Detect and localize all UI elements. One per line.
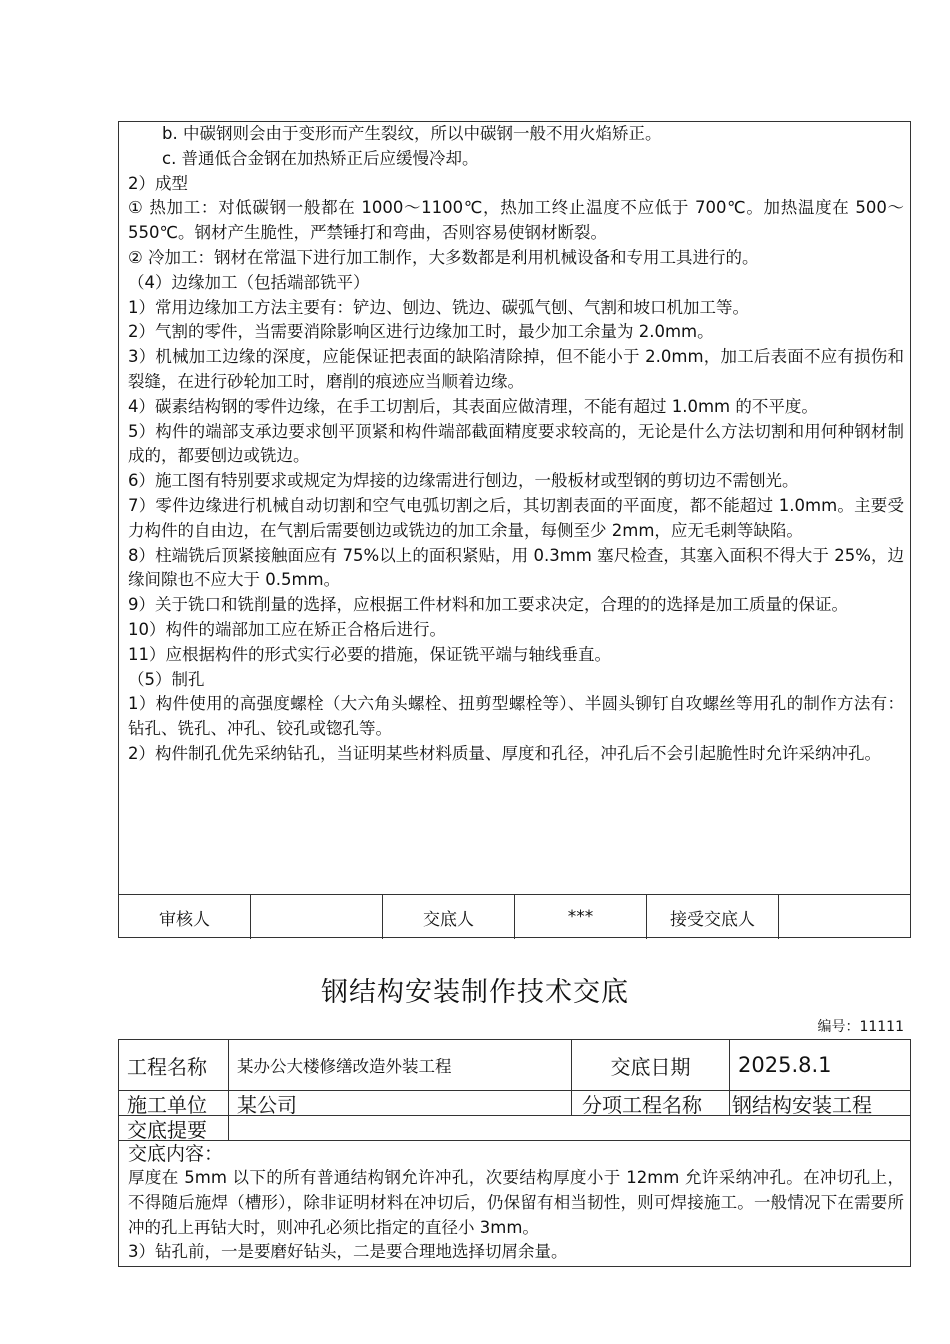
reviewer-label: 审核人 — [119, 895, 251, 939]
signature-row — [119, 894, 910, 939]
text-line: 2）气割的零件，当需要消除影响区进行边缘加工时，最少加工余量为 2.0mm。 — [128, 322, 714, 342]
text-line: 7）零件边缘进行机械自动切割和空气电弧切割之后，其切割表面的平面度，都不能超过 1.0mm。主要受力构件的自由边，在气割后需要刨边或铣边的加工余量，每侧至少 2mm，应无毛刺等缺陷。 — [128, 495, 904, 540]
document-number: 编号：11111 — [817, 1019, 904, 1035]
text-line: 8）柱端铣后顶紧接触面应有 75%以上的面积紧贴，用 0.3mm 塞尺检查，其塞入面积不得大于 25%，边缘间隙也不应大于 0.5mm。 — [128, 545, 904, 590]
project-row — [119, 1040, 910, 1091]
text-line: 1）构件使用的高强度螺栓（大六角头螺栓、扭剪型螺栓等）、半圆头铆钉自攻螺丝等用孔的制作方法有：钻孔、铣孔、冲孔、铰孔或锪孔等。 — [128, 694, 904, 739]
text-line: b. 中碳钢则会由于变形而产生裂纹，所以中碳钢一般不用火焰矫正。 — [162, 124, 662, 143]
text-line: 2）构件制孔优先采纳钻孔，当证明某些材料质量、厚度和孔径，冲孔后不会引起脆性时允许采纳冲孔。 — [128, 743, 881, 763]
summary-row — [119, 1116, 910, 1141]
disclosure-content — [128, 1142, 904, 1265]
date-value: 2025.8.1 — [738, 1053, 832, 1077]
text-line: （5）制孔 — [128, 669, 205, 689]
text-line: c. 普通低合金钢在加热矫正后应缓慢冷却。 — [162, 148, 479, 168]
subitem-label: 分项工程名称 — [572, 1091, 730, 1115]
text-line: ① 热加工：对低碳钢一般都在 1000～1100℃，热加工终止温度不应低于 700℃。加热温度在 500～550℃。钢材产生脆性，严禁锤打和弯曲，否则容易使钢材断裂。 — [128, 198, 904, 243]
subitem-value: 钢结构安装工程 — [732, 1092, 872, 1117]
text-line: 9）关于铣口和铣削量的选择，应根据工件材料和加工要求决定，合理的的选择是加工质量的保证。 — [128, 595, 848, 615]
project-name-value: 某办公大楼修缮改造外装工程 — [229, 1040, 572, 1090]
summary-label: 交底提要 — [119, 1116, 229, 1140]
date-label: 交底日期 — [572, 1040, 730, 1090]
text-line: 10）构件的端部加工应在矫正合格后进行。 — [128, 619, 446, 639]
text-line: ② 冷加工：钢材在常温下进行加工制作，大多数都是利用机械设备和专用工具进行的。 — [128, 247, 759, 267]
text-line: 1）常用边缘加工方法主要有：铲边、刨边、铣边、碳弧气刨、气割和坡口机加工等。 — [128, 297, 749, 317]
text-line: 厚度在 5mm 以下的所有普通结构钢允许冲孔，次要结构厚度小于 12mm 允许采纳冲孔。在冲切孔上，不得随后施焊（槽形），除非证明材料在冲切后，仍保留有相当韧性，则可焊接施工。一般情况下在需要所冲的孔上再钻大时，则冲孔必须比指定的直径小 3mm。 — [128, 1168, 904, 1237]
text-line: （4）边缘加工（包括端部铣平） — [128, 272, 370, 292]
discloser-value: *** — [515, 895, 647, 939]
text-line: 3）机械加工边缘的深度，应能保证把表面的缺陷清除掉，但不能小于 2.0mm，加工后表面不应有损伤和裂缝，在进行砂轮加工时，磨削的痕迹应当顺着边缘。 — [128, 347, 904, 391]
unit-label: 施工单位 — [119, 1091, 229, 1115]
disclosure-header-table — [118, 1039, 911, 1267]
text-line: 11）应根据构件的形式实行必要的措施，保证铣平端与轴线垂直。 — [128, 644, 611, 664]
unit-row — [119, 1091, 910, 1116]
unit-value: 某公司 — [229, 1091, 572, 1115]
text-line: 4）碳素结构钢的零件边缘，在手工切割后，其表面应做清理，不能有超过 1.0mm 的不平度。 — [128, 396, 818, 416]
content-label: 交底内容： — [128, 1143, 224, 1165]
reviewer-value — [251, 895, 383, 939]
text-line: 5）构件的端部支承边要求刨平顶紧和构件端部截面精度要求较高的，无论是什么方法切割和用何种钢材制成的，都要刨边或铣边。 — [128, 421, 904, 466]
project-name-label: 工程名称 — [119, 1040, 229, 1090]
document-title: 钢结构安装制作技术交底 — [321, 977, 629, 1008]
summary-value — [229, 1116, 912, 1140]
disclosure-continuation-table — [118, 121, 911, 938]
discloser-label: 交底人 — [383, 895, 515, 939]
text-line: 3）钻孔前，一是要磨好钻头，二是要合理地选择切屑余量。 — [128, 1242, 568, 1262]
receiver-label: 接受交底人 — [647, 895, 779, 939]
content-continuation — [128, 122, 904, 894]
text-line: 2）成型 — [128, 173, 188, 193]
text-line: 6）施工图有特别要求或规定为焊接的边缘需进行刨边，一般板材或型钢的剪切边不需刨光。 — [128, 471, 799, 491]
receiver-value — [779, 895, 910, 939]
